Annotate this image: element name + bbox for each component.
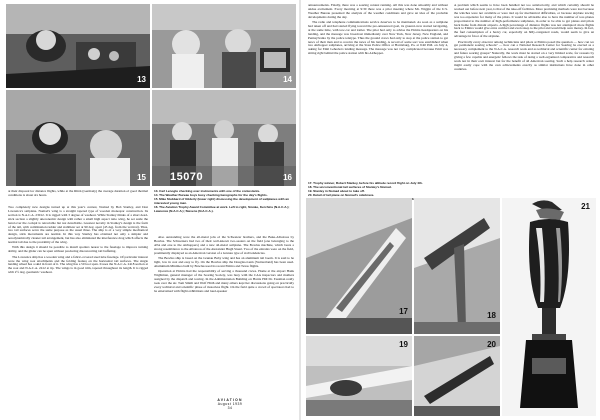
footer-page-number: 34 [227,406,233,410]
photo-20 [414,336,500,416]
right-col1-paragraph-2: The radio and telephone communications service deserves to be mentioned. As soon as a sailplane had taken off and had started flying toward the pre-announced goal, its ground-crew started navigating, at the same time, with tow-car and trailer. The pilot had only to advise the Elmira headquarters on his landing, and the message was broadcast immediately over New York, New Jersey, New England, and Pennsylvania by the police teletype. Thus the ground crews had only to stop at the police station to get news of their man and to receive the news of his landing. A record of some sort was established when two Airhopper sailplanes, arriving at the State Police Office at Harrisburg, Pa. at 9:40 P.M. on July 4, asking for Emil Lehecka's landing message. The message was not very complicated because Emil was sitting right behind the police station with his Airhopper. [308,20,448,56]
left-col1-paragraph-1: Two completely new designs turned up at this year's contest, Nomad by Bob Stanley, and Don Lawrence's sailplane. Nomad's wing is a straight tapered type of wooden monospar construction. Its section is N.A.C.A. 23012. It is rigged with 3 degree of washout. While Stanley thinks of a short dead-stick section a slightly uneconomic design with rather a small high aspect ratio wing, he set aside the bend over the cockpit is retractable but not detachable. Greatest novelty in Stanley's design is the form of the tail, with combination rudder and stabilizer set at 90 deg. apart (45 deg. from the vertical). Thus, two tail surfaces serve the same purpose as the usual three. The ship is of a very simple mechanical design, stick movements are normal. In this way Stanley has obtained not only a simpler and aerodynamically cleaner tail arrangement, but has also eliminated the interference drag which affects the normal tail due to the proximity of the wing. [8,206,148,245]
photo-15-number: 15 [137,173,146,182]
photo-18 [414,198,500,334]
photo-18-number: 18 [487,311,496,320]
caption-15: 15. Mike Stubbard of Gliderly (lower right) discussing the development of sailplanes with an interested young man. [154,197,289,205]
photo-21-number: 21 [581,202,590,211]
caption-17: 17. Trophy winner, Robert Stanley, before his altitude record flight on July 4th. [308,182,423,185]
photo-14-number: 14 [283,75,292,84]
photo-16-serial: 15070 [170,171,204,183]
footer-issue: August 1939 [217,402,243,406]
left-col2-paragraph-1: The Lawrence ship has a wooden wing and a fabric-covered steel tube fuselage. Of particular interest were the wing root attachments and the folding feature on the horizontal tail surfaces. The single landing wheel has a skid in front of it. The wing has a 50 foot span. It uses the N.A.C.A. 2418 section at the root and N.A.C.A. 2412 at tip. The wings is in good trim, tapered throughout its length. It is rigged with 2½ deg. geometric washout. [8,254,148,275]
photo-13 [6,4,150,88]
left-col4-paragraph-3: Operation at Elmira had the responsibility of serving a thousand crews. Home at the airport Hank Wightman, general manager of the Soaring Society, was busy with the CAA inspectors and mothers assigned by the dispatch and towing. In the Administration Building on Harris Hill Dr. Eastman really took over the air. Tom Smith and Wolf Hirth and many others kept her discussions going on practically every technical and scientific phase of motorless flight. On the field quite a crowd of spectators had to be entertained with flight exhibitions and loud-speaker [154,269,294,293]
left-captions [154,190,294,234]
left-column-2 [154,236,294,396]
caption-16: 16. The Aviation Trophy Award Committee at work. Left to right, Smoke, Kerchins (N.A.C.A.); Lawrence (N.A.C.A.); Stevens (N.A.C.A.). [154,204,290,213]
photo-14 [152,4,296,88]
photo-20-number: 20 [487,340,496,349]
photo-19 [306,336,412,416]
intro-text-column [8,190,148,204]
photo-16-number: 16 [283,173,292,182]
photo-17 [306,198,412,334]
right-column-1 [308,4,448,180]
left-col1-paragraph-2: With this design it should be possible to install spoilers nearer to the fuselage to improve turning ability, and the glider can be spun without producing disconcerting tail buffeting. [8,245,148,254]
caption-19: 19. Stanley in Nomad about to take off. [308,189,365,194]
photo-13-number: 13 [137,75,146,84]
caption-14: 14. The Weather Bureau boys busy checking barographs for the day's flights. [154,193,268,198]
left-column-1 [8,206,148,410]
caption-20: 20. Detail of tail plane on Nomad's sidebrace. [308,193,375,198]
photo-21 [502,198,596,416]
right-column-2 [454,4,594,190]
right-page [300,0,600,420]
footer-magazine: AVIATION [217,398,243,402]
right-col1-paragraph-1: announcements. Finally, there was a soaring contest running. All this was done smoothly and without undue excitement. Every morning at 9:30 there was a pilot meeting where Mr. Wiggin of the U.S. Weather Bureau presented the analysis of the weather conditions and gave an idea of the probable developments during the day. [308,4,448,19]
right-col2-paragraph-1: A problem which seems to have been handled not too satisfactorily, and which certainly should be worked out before next year, is that of the take-off facilities. More promising methods were lost because the winches were not available or were tied up for mechanical difficulties, or because airplane towing was too expensive for many of the pilots. It would be advisable also to have the number of tow-planes proportional to the number of high-performance sailplanes, in order to be able to get planes and pilots back home from distant airports. A high percentage of distance flights was not attempted: more flights back to Elmira would give extra comfort and even sleep to the pilot and would help save money. In fact, the fuel consumption of a heavy car, especially on hilly-congested roads, would seem to give an advantage in favor of the airplane. [454,4,594,39]
right-col2-paragraph-2: Practically every observer among technicians and pilots at Elmira posed the question — how can we get permanent soaring schools? — how can a National Research Center for Soaring be erected as a necessary complement to the N.A.C.A. research work and as technical and scientific center for existing and future soaring groups? Naturally, the work must be started on a very limited scale, for reasons by giving a few capable and energetic fellows the task of doing a well-organized comparative and research work not in their own interest but for the benefit of all American soaring. Such a help research center might easily cope with the own achievements exactly as similar institutions have done in other countries. [454,39,594,71]
photo-15 [6,90,150,186]
caption-13: 13. Carl Lenoglu checking over instruments with one of the contestants. [154,190,261,193]
photo-19-number: 19 [399,340,408,349]
photo-16 [152,90,296,186]
left-col4-paragraph-1: Also outstanding were the all-metal jobs of the Schweizer brothers, and the Bake-Albatross by Bowlus. The Schweizers had two of their well-known two-seaters on the field (one belonging to the ATA and one to the Airhoppers) and a new all-metal sailplane. The Bowlus machine, which bears a strong resemblance to the Albatross of the Alexander Hugh Stuart. Two of the entrants were on the field, prominently displayed as an American version of a Grunau type of stall tendencies. [154,236,294,255]
photo-17-number: 17 [399,307,408,316]
caption-18: 18. The unconventional tail surfaces of Stanley's Nomad. [308,185,392,190]
page-footer [150,398,300,410]
intro-paragraph: at their disposal for distance flights, while at the Rhön (Germany) the average duration of good thermal conditions is about six hours. [8,190,148,197]
left-col4-paragraph-2: The Bowlus ship is based on the Grunau Baby wing and has an aluminum tail boom. It is said to be light, low in cost and easy to fly. On the Bowlus ship the Douglas-Lunn (Switzerland) has been used. Aluminium Minimoa built by Bowlus used its recent Elmira and Texas flights. [154,255,294,268]
